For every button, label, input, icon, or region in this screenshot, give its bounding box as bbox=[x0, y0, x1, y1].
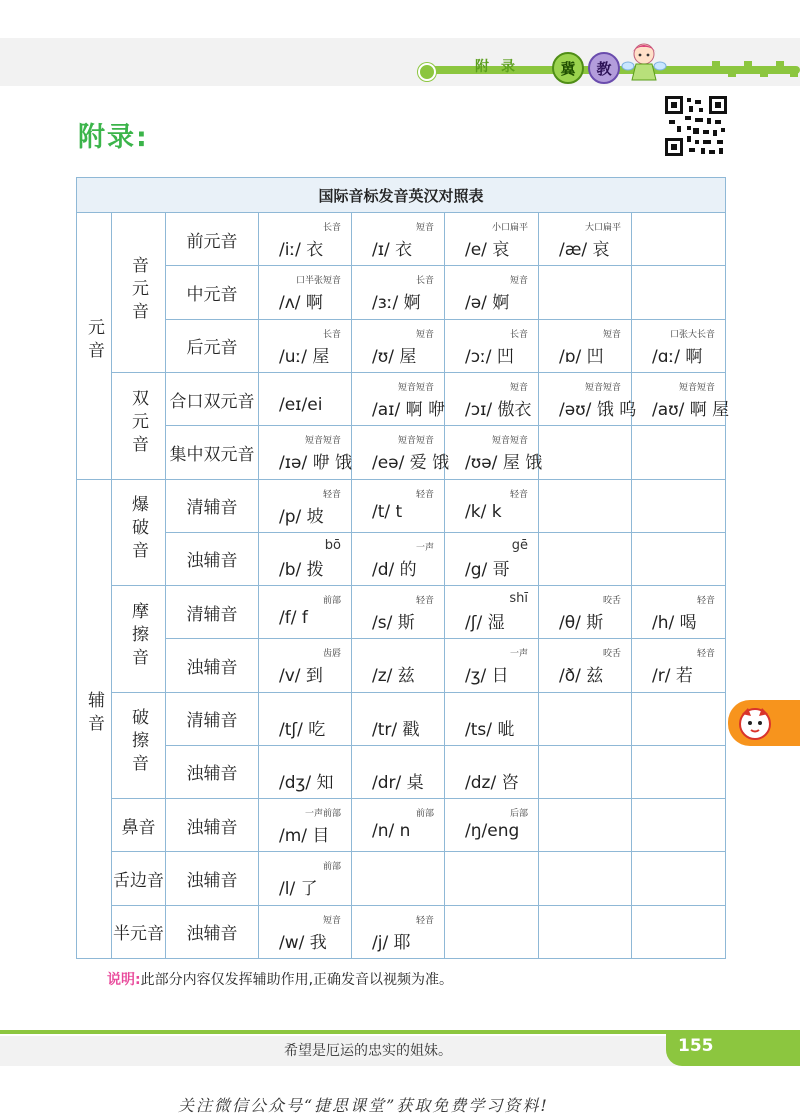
wechat-promo-note: 关注微信公众号“捷思课堂”获取免费学习资料! bbox=[178, 1096, 549, 1115]
explanation-text: 此部分内容仅发挥辅助作用,正确发音以视频为准。 bbox=[140, 972, 454, 988]
phoneme-symbol: /j/ 耶 bbox=[372, 932, 411, 953]
phoneme-cell bbox=[259, 586, 352, 639]
phoneme-symbol: /aʊ/ 啊 屋 bbox=[652, 399, 730, 420]
group-semivowel: 半元音 bbox=[112, 905, 166, 958]
checker-square bbox=[776, 61, 784, 69]
phoneme-note: 短音短音 bbox=[584, 382, 621, 393]
phoneme-note: 齿唇 bbox=[322, 649, 341, 660]
phoneme-note: 短音 bbox=[509, 276, 528, 287]
phoneme-note: 咬舌 bbox=[602, 596, 621, 607]
phoneme-cell bbox=[445, 639, 539, 692]
phoneme-symbol: /ɪə/ 咿 饿 bbox=[279, 453, 353, 474]
row-type: 浊辅音 bbox=[166, 639, 259, 692]
phoneme-symbol: /ɪ/ 衣 bbox=[372, 240, 413, 261]
phoneme-symbol: /ŋ/eng bbox=[465, 821, 520, 842]
qr-code-icon[interactable] bbox=[665, 96, 727, 156]
row-type: 浊辅音 bbox=[166, 852, 259, 905]
phoneme-symbol: /tr/ 戳 bbox=[372, 719, 420, 740]
phoneme-note: 长音 bbox=[415, 276, 434, 287]
empty-cell bbox=[539, 266, 632, 319]
phoneme-note: 口张大长音 bbox=[670, 329, 716, 340]
phoneme-cell bbox=[539, 586, 632, 639]
phonetic-table bbox=[76, 177, 730, 959]
phoneme-cell bbox=[259, 799, 352, 852]
phoneme-symbol: /θ/ 斯 bbox=[559, 613, 604, 634]
phoneme-cell bbox=[259, 426, 352, 479]
phoneme-cell bbox=[445, 372, 539, 425]
phoneme-symbol: /ʒ/ 日 bbox=[465, 666, 509, 687]
phoneme-cell bbox=[539, 213, 632, 266]
phoneme-cell bbox=[352, 639, 445, 692]
phoneme-symbol: /uː/ 屋 bbox=[279, 346, 330, 367]
header-rule-dot bbox=[418, 63, 436, 81]
phoneme-cell bbox=[632, 319, 726, 372]
explanation-label: 说明: bbox=[107, 972, 141, 988]
group-plosive bbox=[112, 479, 166, 586]
checker-square bbox=[728, 69, 736, 77]
phoneme-symbol: /ɒ/ 凹 bbox=[559, 346, 604, 367]
phoneme-cell bbox=[539, 319, 632, 372]
phoneme-note: 轻音 bbox=[415, 489, 434, 500]
phoneme-cell bbox=[632, 639, 726, 692]
phoneme-symbol: /dʒ/ 知 bbox=[279, 772, 334, 793]
phoneme-cell bbox=[259, 372, 352, 425]
phoneme-note: 短音短音 bbox=[491, 436, 528, 447]
phoneme-cell bbox=[352, 532, 445, 585]
phoneme-cell bbox=[352, 799, 445, 852]
phoneme-note: 轻音 bbox=[509, 489, 528, 500]
empty-cell bbox=[632, 532, 726, 585]
empty-cell bbox=[539, 799, 632, 852]
phoneme-note: 短音 bbox=[509, 382, 528, 393]
phoneme-symbol: /m/ 目 bbox=[279, 826, 330, 847]
phoneme-symbol: /aɪ/ 啊 咿 bbox=[372, 399, 445, 420]
checker-square bbox=[744, 61, 752, 69]
phoneme-cell bbox=[259, 532, 352, 585]
phoneme-cell bbox=[352, 905, 445, 958]
phoneme-note: 短音 bbox=[415, 329, 434, 340]
phoneme-note: 口半张短音 bbox=[295, 276, 341, 287]
phoneme-note: 前部 bbox=[415, 809, 434, 820]
empty-cell bbox=[445, 905, 539, 958]
checker-square bbox=[760, 69, 768, 77]
phoneme-symbol: /ə/ 婀 bbox=[465, 293, 510, 314]
row-type: 浊辅音 bbox=[166, 905, 259, 958]
empty-cell bbox=[632, 213, 726, 266]
phoneme-cell bbox=[352, 319, 445, 372]
phoneme-symbol: /n/ n bbox=[372, 821, 411, 842]
phoneme-symbol: /ʌ/ 啊 bbox=[279, 293, 323, 314]
phoneme-cell bbox=[445, 479, 539, 532]
phoneme-symbol: /w/ 我 bbox=[279, 932, 327, 953]
phoneme-note: 轻音 bbox=[415, 596, 434, 607]
phoneme-cell bbox=[259, 266, 352, 319]
phoneme-note: bō bbox=[324, 537, 341, 553]
table-caption: 国际音标发音英汉对照表 bbox=[77, 178, 726, 213]
phoneme-cell bbox=[445, 213, 539, 266]
phoneme-note: 轻音 bbox=[322, 489, 341, 500]
phoneme-cell bbox=[259, 213, 352, 266]
phoneme-note: 短音短音 bbox=[679, 382, 716, 393]
group-vowel bbox=[77, 213, 112, 479]
phoneme-symbol: /v/ 到 bbox=[279, 666, 323, 687]
phoneme-symbol: /s/ 斯 bbox=[372, 613, 415, 634]
row-type: 前元音 bbox=[166, 213, 259, 266]
group-monophthong bbox=[112, 213, 166, 373]
phoneme-note: 短音短音 bbox=[397, 382, 434, 393]
page-number: 155 bbox=[678, 1036, 714, 1056]
phoneme-note: 短音短音 bbox=[397, 436, 434, 447]
phoneme-cell bbox=[352, 213, 445, 266]
phoneme-symbol: /eɪ/ei bbox=[279, 394, 323, 415]
phoneme-note: 轻音 bbox=[697, 649, 716, 660]
row-type: 清辅音 bbox=[166, 479, 259, 532]
phoneme-symbol: /h/ 喝 bbox=[652, 613, 697, 634]
page-title: 附录: bbox=[78, 122, 149, 153]
footer-motto: 希望是厄运的忠实的姐妹。 bbox=[284, 1043, 452, 1059]
group-consonant bbox=[77, 479, 112, 959]
header-band bbox=[0, 38, 800, 86]
phoneme-cell bbox=[445, 532, 539, 585]
phoneme-note: 短音 bbox=[322, 915, 341, 926]
empty-cell bbox=[632, 852, 726, 905]
phoneme-cell bbox=[445, 586, 539, 639]
group-lateral: 舌边音 bbox=[112, 852, 166, 905]
row-type: 后元音 bbox=[166, 319, 259, 372]
phoneme-symbol: /ɔː/ 凹 bbox=[465, 346, 514, 367]
phoneme-note: 后部 bbox=[509, 809, 528, 820]
phoneme-cell bbox=[352, 266, 445, 319]
phoneme-symbol: /ð/ 兹 bbox=[559, 666, 604, 687]
phoneme-symbol: /z/ 兹 bbox=[372, 666, 415, 687]
phoneme-note: 前部 bbox=[322, 862, 341, 873]
header-section-label: 附录 bbox=[475, 59, 527, 75]
phoneme-symbol: /ɑː/ 啊 bbox=[652, 346, 703, 367]
phoneme-symbol: /tʃ/ 吃 bbox=[279, 719, 326, 740]
phoneme-note: 长音 bbox=[322, 329, 341, 340]
fox-mascot-icon bbox=[736, 704, 774, 742]
phoneme-symbol: /iː/ 衣 bbox=[279, 240, 324, 261]
phoneme-cell bbox=[259, 639, 352, 692]
phoneme-note: 轻音 bbox=[697, 596, 716, 607]
publisher-badge-ji: 冀 bbox=[552, 52, 584, 84]
phoneme-symbol: /d/ 的 bbox=[372, 559, 417, 580]
group-fricative bbox=[112, 586, 166, 693]
phoneme-symbol: /e/ 哀 bbox=[465, 240, 510, 261]
group-plosive-label: 爆破音 bbox=[128, 495, 148, 565]
empty-cell bbox=[539, 692, 632, 745]
phoneme-cell bbox=[632, 586, 726, 639]
empty-cell bbox=[539, 532, 632, 585]
phoneme-symbol: /əʊ/ 饿 呜 bbox=[559, 399, 637, 420]
row-type: 浊辅音 bbox=[166, 532, 259, 585]
phoneme-cell bbox=[632, 372, 730, 425]
row-type: 中元音 bbox=[166, 266, 259, 319]
phoneme-note: 前部 bbox=[322, 596, 341, 607]
empty-cell bbox=[632, 426, 726, 479]
phoneme-cell bbox=[352, 586, 445, 639]
phoneme-symbol: /r/ 若 bbox=[652, 666, 693, 687]
phoneme-symbol: /l/ 了 bbox=[279, 879, 318, 900]
phoneme-cell bbox=[259, 479, 352, 532]
phoneme-cell bbox=[259, 692, 352, 745]
publisher-badge-jiao: 教 bbox=[588, 52, 620, 84]
empty-cell bbox=[632, 692, 726, 745]
phoneme-symbol: /g/ 哥 bbox=[465, 559, 510, 580]
phoneme-note: 短音 bbox=[602, 329, 621, 340]
phoneme-cell bbox=[445, 266, 539, 319]
row-type: 合口双元音 bbox=[166, 372, 259, 425]
phoneme-symbol: /dr/ 桌 bbox=[372, 772, 424, 793]
phoneme-cell bbox=[259, 852, 352, 905]
phoneme-symbol: /dz/ 咨 bbox=[465, 772, 519, 793]
phoneme-note: 轻音 bbox=[415, 915, 434, 926]
explanation bbox=[107, 969, 453, 989]
phoneme-note: 咬舌 bbox=[602, 649, 621, 660]
fairy-mascot-icon bbox=[620, 38, 668, 82]
group-affricate bbox=[112, 692, 166, 799]
group-affricate-label: 破擦音 bbox=[128, 708, 148, 778]
row-type: 集中双元音 bbox=[166, 426, 259, 479]
phoneme-cell bbox=[259, 745, 352, 798]
empty-cell bbox=[632, 479, 726, 532]
phoneme-symbol: /ɔɪ/ 傲衣 bbox=[465, 399, 532, 420]
phoneme-symbol: /f/ f bbox=[279, 608, 308, 629]
phoneme-cell bbox=[352, 745, 445, 798]
phoneme-cell bbox=[445, 319, 539, 372]
phoneme-note: 一声 bbox=[415, 542, 434, 553]
phoneme-cell bbox=[445, 692, 539, 745]
group-nasal: 鼻音 bbox=[112, 799, 166, 852]
group-consonant-label: 辅音 bbox=[84, 690, 104, 737]
group-fricative-label: 摩擦音 bbox=[128, 601, 148, 671]
phoneme-symbol: /ʊə/ 屋 饿 bbox=[465, 453, 543, 474]
empty-cell bbox=[539, 426, 632, 479]
phoneme-symbol: /ʊ/ 屋 bbox=[372, 346, 417, 367]
phoneme-cell bbox=[259, 319, 352, 372]
phoneme-note: gē bbox=[511, 537, 528, 553]
phoneme-cell bbox=[539, 639, 632, 692]
phoneme-note: 长音 bbox=[322, 223, 341, 234]
phoneme-symbol: /p/ 坡 bbox=[279, 506, 324, 527]
empty-cell bbox=[632, 266, 726, 319]
row-type: 清辅音 bbox=[166, 692, 259, 745]
phoneme-cell bbox=[445, 745, 539, 798]
phoneme-note: 大口扁平 bbox=[584, 223, 621, 234]
empty-cell bbox=[445, 852, 539, 905]
phoneme-note: 一声 bbox=[509, 649, 528, 660]
group-monophthong-label: 音元音 bbox=[128, 255, 148, 325]
phoneme-symbol: /æ/ 哀 bbox=[559, 240, 610, 261]
phoneme-cell bbox=[259, 905, 352, 958]
phoneme-note: 短音短音 bbox=[304, 436, 341, 447]
checker-square bbox=[790, 69, 798, 77]
empty-cell bbox=[632, 905, 726, 958]
empty-cell bbox=[632, 799, 726, 852]
phoneme-symbol: /ts/ 呲 bbox=[465, 719, 515, 740]
phoneme-symbol: /eə/ 爱 饿 bbox=[372, 453, 450, 474]
phoneme-symbol: /ɜː/ 婀 bbox=[372, 293, 421, 314]
phoneme-cell bbox=[539, 372, 637, 425]
empty-cell bbox=[539, 479, 632, 532]
empty-cell bbox=[539, 745, 632, 798]
phoneme-symbol: /t/ t bbox=[372, 501, 403, 522]
phoneme-note: 长音 bbox=[509, 329, 528, 340]
phoneme-cell bbox=[352, 692, 445, 745]
phoneme-symbol: /k/ k bbox=[465, 501, 502, 522]
row-type: 浊辅音 bbox=[166, 745, 259, 798]
phoneme-cell bbox=[352, 426, 450, 479]
empty-cell bbox=[539, 852, 632, 905]
phoneme-note: shī bbox=[509, 591, 528, 607]
phoneme-cell bbox=[352, 372, 445, 425]
phoneme-note: 小口扁平 bbox=[491, 223, 528, 234]
checker-square bbox=[712, 61, 720, 69]
phoneme-symbol: /ʃ/ 湿 bbox=[465, 613, 505, 634]
phoneme-note: 一声前部 bbox=[304, 809, 341, 820]
phoneme-cell bbox=[445, 426, 543, 479]
empty-cell bbox=[352, 852, 445, 905]
phoneme-cell bbox=[352, 479, 445, 532]
phoneme-cell bbox=[445, 799, 539, 852]
row-type: 清辅音 bbox=[166, 586, 259, 639]
group-diphthong-label: 双元音 bbox=[128, 388, 148, 458]
group-diphthong bbox=[112, 372, 166, 479]
row-type: 浊辅音 bbox=[166, 799, 259, 852]
empty-cell bbox=[539, 905, 632, 958]
phoneme-note: 短音 bbox=[415, 223, 434, 234]
empty-cell bbox=[632, 745, 726, 798]
group-vowel-label: 元音 bbox=[84, 317, 104, 364]
phoneme-symbol: /b/ 拨 bbox=[279, 559, 324, 580]
